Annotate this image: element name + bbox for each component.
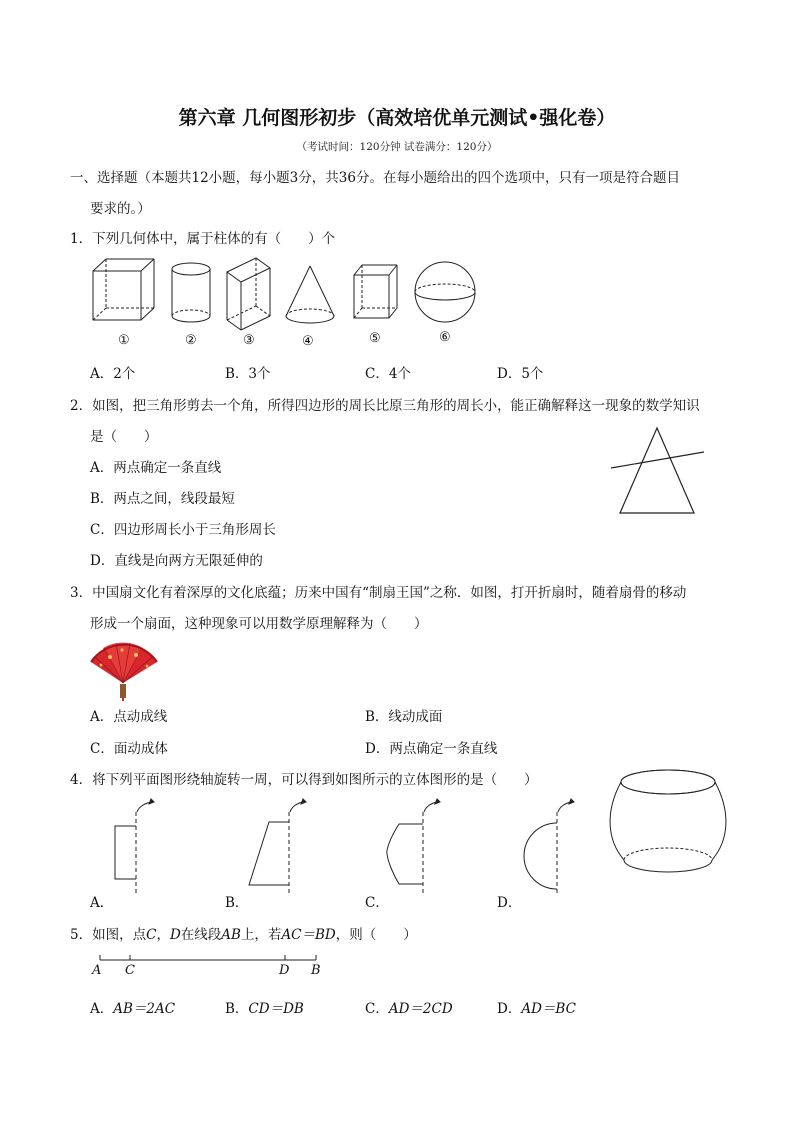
q5-option-a: A．AB＝2AC	[90, 1001, 176, 1017]
point-d-label: D	[279, 963, 290, 978]
q1-option-a: A．2个	[90, 366, 136, 382]
q3-option-d: D．两点确定一条直线	[365, 741, 498, 757]
q4-rotation-figures	[0, 795, 794, 905]
q2-option-d: D．直线是向两方无限延伸的	[90, 553, 263, 569]
cuboid-shape	[93, 259, 154, 320]
option-a-rectangle	[115, 799, 154, 893]
q5-option-d: D．AD＝BC	[497, 1001, 576, 1017]
q3-stem-cont: 形成一个扇面，这种现象可以用数学原理解释为（ ）	[90, 616, 428, 632]
q1-option-d: D．5个	[497, 366, 544, 382]
shape-label-1: ①	[118, 333, 130, 348]
q2-stem-cont: 是（ ）	[90, 429, 158, 445]
cylinder-shape	[172, 263, 210, 322]
q2-stem: 2．如图，把三角形剪去一个角，所得四边形的周长比原三角形的周长小，能正确解释这一现象的数学知识	[70, 398, 700, 414]
q2-triangle-figure	[605, 420, 715, 520]
cone-shape	[286, 266, 334, 323]
triangular-prism-shape	[227, 258, 270, 330]
folding-fan-image	[85, 637, 175, 702]
sphere-shape	[415, 262, 475, 322]
q3-option-b: B．线动成面	[365, 709, 443, 725]
shape-label-4: ④	[302, 334, 314, 349]
q1-option-c: C．4个	[365, 366, 411, 382]
q1-stem: 1．下列几何体中，属于柱体的有（ ）个	[70, 231, 336, 247]
q5-option-c: C．AD＝2CD	[365, 1001, 453, 1017]
shape-label-5: ⑤	[369, 331, 381, 346]
q4-option-b: B．	[225, 895, 249, 911]
point-c-label: C	[125, 963, 135, 978]
point-a-label: A	[92, 963, 102, 978]
resulting-solid-top	[610, 768, 740, 798]
q4-option-a: A．	[90, 895, 114, 911]
shape-label-2: ②	[185, 333, 197, 348]
q4-stem: 4．将下列平面图形绕轴旋转一周，可以得到如图所示的立体图形的是（ ）	[70, 772, 538, 788]
q3-option-c: C．面动成体	[90, 741, 168, 757]
q5-stem: 5．如图，点C，D在线段AB上，若AC＝BD，则（ ）	[70, 927, 417, 943]
shape-label-6: ⑥	[439, 330, 451, 345]
cube-shape	[354, 265, 397, 318]
option-b-trapezoid	[249, 799, 306, 893]
exam-info: （考试时间：120分钟 试卷满分：120分）	[296, 141, 498, 153]
q3-option-a: A．点动成线	[90, 709, 168, 725]
q4-option-c: C．	[365, 895, 389, 911]
q2-option-a: A．两点确定一条直线	[90, 460, 222, 476]
section-instruction: 一、选择题（本题共12小题，每小题3分，共36分。在每小题给出的四个选项中，只有一项是符合题目	[70, 170, 680, 186]
q2-option-b: B．两点之间，线段最短	[90, 491, 235, 507]
page-title: 第六章 几何图形初步（高效培优单元测试•强化卷）	[178, 107, 616, 129]
option-d-semicircle	[524, 799, 574, 893]
q1-option-b: B．3个	[225, 366, 271, 382]
point-b-label: B	[311, 963, 321, 978]
shape-label-3: ③	[243, 333, 255, 348]
q3-stem: 3．中国扇文化有着深厚的文化底蕴；历来中国有“制扇王国”之称．如图，打开折扇时，随着扇骨的移动	[70, 585, 687, 601]
section-instruction-cont: 要求的。）	[90, 201, 151, 217]
q4-option-d: D．	[497, 895, 522, 911]
q2-option-c: C．四边形周长小于三角形周长	[90, 522, 276, 538]
q5-option-b: B．CD＝DB	[225, 1001, 304, 1017]
option-c-curved-shape	[387, 799, 440, 893]
